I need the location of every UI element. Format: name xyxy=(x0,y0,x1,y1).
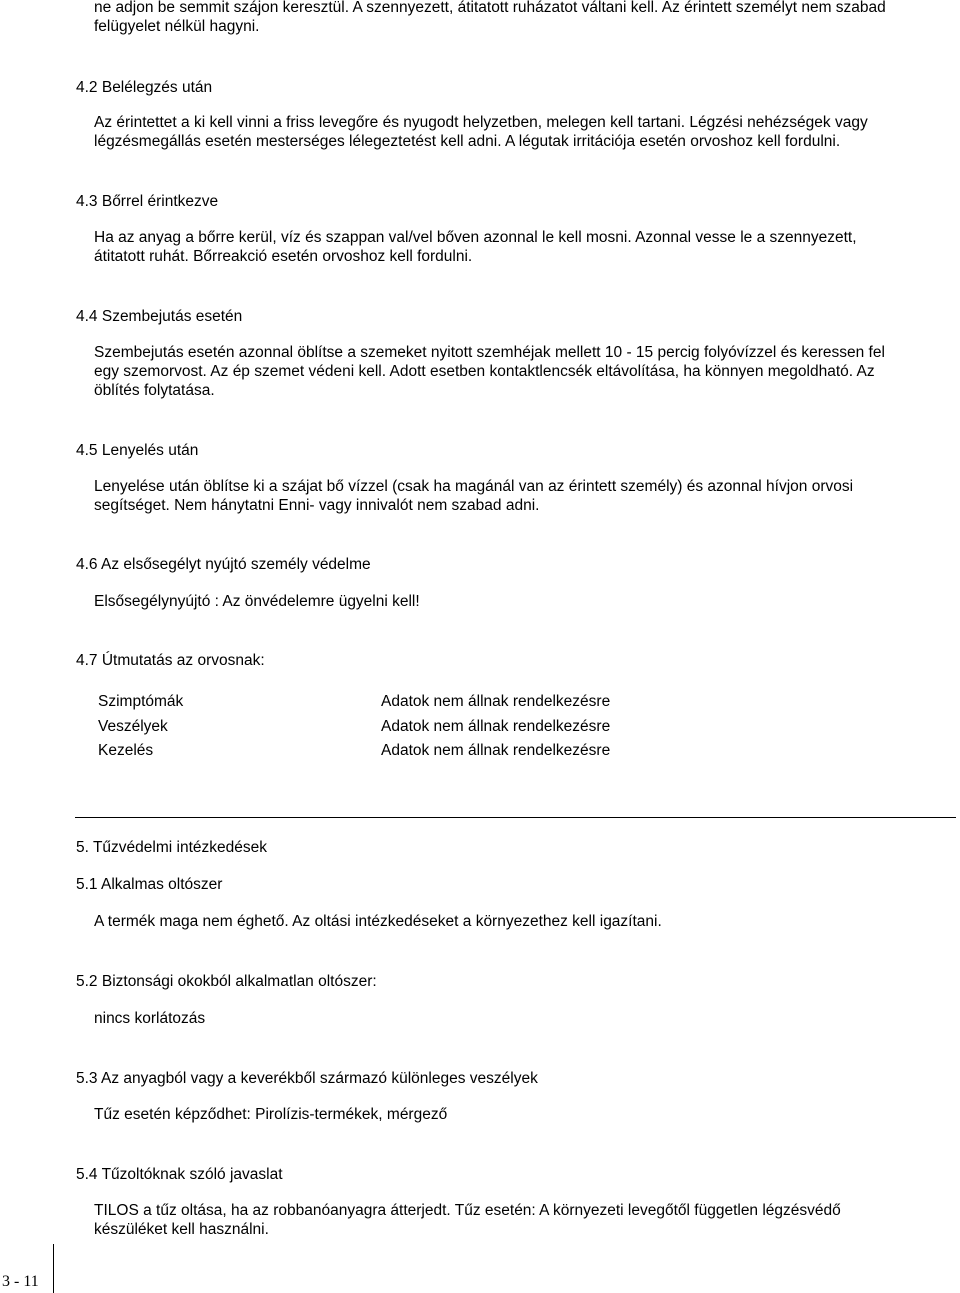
paragraph-4-2-line-1: Az érintettet a ki kell vinni a friss levegőre és nyugodt helyzetben, melegen kell tartani. Légzési nehézségek vagy xyxy=(94,114,868,131)
heading-4-3: 4.3 Bőrrel érintkezve xyxy=(76,193,219,210)
paragraph-5-2: nincs korlátozás xyxy=(94,1010,206,1027)
paragraph-4-4-line-2: egy szemorvost. Az ép szemet védeni kell. Adott esetben kontaktlencsék eltávolítása, ha könnyen megoldható. Az xyxy=(94,363,875,380)
heading-4-5: 4.5 Lenyelés után xyxy=(76,442,199,459)
paragraph-5-1: A termék maga nem éghető. Az oltási intézkedéseket a környezethez kell igazítani. xyxy=(94,913,662,930)
paragraph-4-4-line-1: Szembejutás esetén azonnal öblítse a szemeket nyitott szemhéjak mellett 10 - 15 percig folyóvízzel és keressen fel xyxy=(94,344,885,361)
section-divider xyxy=(75,817,956,818)
heading-5-3: 5.3 Az anyagból vagy a keverékből származó különleges veszélyek xyxy=(76,1070,538,1087)
paragraph-4-5-line-2: segítséget. Nem hánytatni Enni- vagy innivalót nem szabad adni. xyxy=(94,497,540,514)
paragraph-4-6: Elsősegélynyújtó : Az önvédelemre ügyelni kell! xyxy=(94,593,420,610)
heading-5-1: 5.1 Alkalmas oltószer xyxy=(76,876,223,893)
heading-4-6: 4.6 Az elsősegélyt nyújtó személy védelme xyxy=(76,556,371,573)
heading-5-2: 5.2 Biztonsági okokból alkalmatlan oltószer: xyxy=(76,973,377,990)
paragraph-4-4-line-3: öblítés folytatása. xyxy=(94,382,215,399)
table-row-label: Veszélyek xyxy=(98,718,168,735)
paragraph-4-2-line-2: légzésmegállás esetén mesterséges lélegeztetést kell adni. A légutak irritációja esetén orvoshoz kell fordulni. xyxy=(94,133,841,150)
paragraph-4-5-line-1: Lenyelése után öblítse ki a szájat bő vízzel (csak ha magánál van az érintett személy) és azonnal hívjon orvosi xyxy=(94,478,854,495)
table-row-label: Kezelés xyxy=(98,742,154,759)
table-row-value: Adatok nem állnak rendelkezésre xyxy=(381,742,611,759)
heading-5-4: 5.4 Tűzoltóknak szóló javaslat xyxy=(76,1166,283,1183)
paragraph-5-4-line-1: TILOS a tűz oltása, ha az robbanóanyagra átterjedt. Tűz esetén: A környezeti levegőtől független légzésvédő xyxy=(94,1202,841,1219)
paragraph-4-3-line-2: átitatott ruhát. Bőrreakció esetén orvoshoz kell fordulni. xyxy=(94,248,473,265)
table-row-value: Adatok nem állnak rendelkezésre xyxy=(381,718,611,735)
paragraph-5-3: Tűz esetén képződhet: Pirolízis-termékek, mérgező xyxy=(94,1106,448,1123)
table-row-value: Adatok nem állnak rendelkezésre xyxy=(381,693,611,710)
section-4-1-tail-line-2: felügyelet nélkül hagyni. xyxy=(94,18,260,35)
heading-5: 5. Tűzvédelmi intézkedések xyxy=(76,839,267,856)
table-row-label: Szimptómák xyxy=(98,693,184,710)
paragraph-4-3-line-1: Ha az anyag a bőrre kerül, víz és szappan val/vel bőven azonnal le kell mosni. Azonnal vesse le a szennyezett, xyxy=(94,229,857,246)
heading-4-4: 4.4 Szembejutás esetén xyxy=(76,308,243,325)
heading-4-2: 4.2 Belélegzés után xyxy=(76,79,213,96)
heading-4-7: 4.7 Útmutatás az orvosnak: xyxy=(76,652,265,669)
section-4-1-tail-line-1: ne adjon be semmit szájon keresztül. A szennyezett, átitatott ruházatot váltani kell. Az érintett személyt nem szabad xyxy=(94,0,886,16)
paragraph-5-4-line-2: készüléket kell használni. xyxy=(94,1221,269,1238)
page-number: 3 - 11 xyxy=(2,1273,39,1290)
